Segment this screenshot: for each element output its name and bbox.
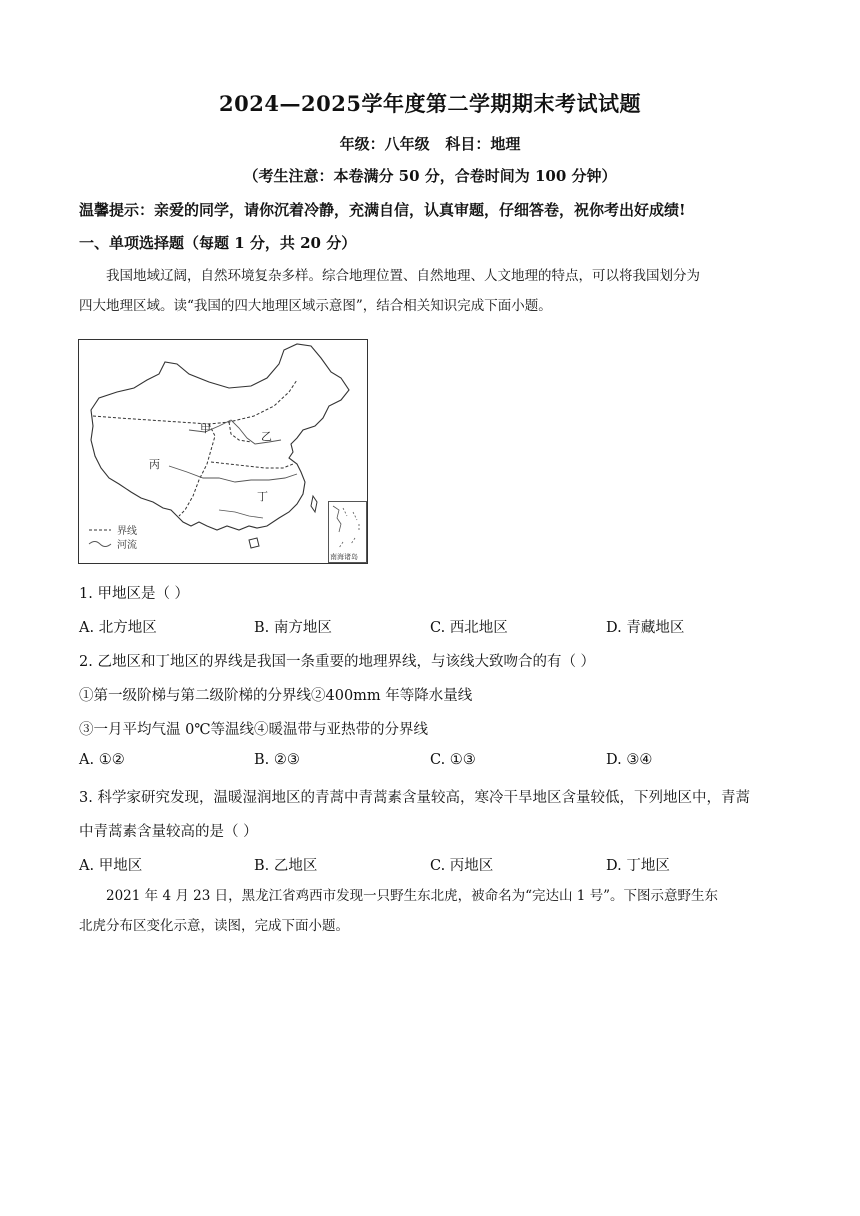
taiwan-island: [311, 496, 317, 512]
exam-notice: （考生注意：本卷满分 50 分，合卷时间为 100 分钟）: [243, 167, 617, 185]
q3-option-c[interactable]: C. 丙地区: [430, 858, 494, 874]
china-outline: [91, 344, 349, 530]
legend-boundary-label: 界线: [117, 526, 137, 537]
section-title: 一、单项选择题（每题 1 分，共 20 分）: [79, 234, 357, 252]
q2-option-a[interactable]: A. ①②: [79, 752, 125, 768]
q1-option-b[interactable]: B. 南方地区: [254, 620, 332, 636]
exam-title: 2024—2025学年度第二学期期末考试试题: [219, 91, 641, 116]
boundary-northwest: [93, 380, 297, 424]
china-regions-map: [78, 339, 368, 564]
question-3-stem-line-2: 中青蒿素含量较高的是（ ）: [79, 824, 258, 840]
q2-option-b[interactable]: B. ②③: [254, 752, 300, 768]
q1-option-c[interactable]: C. 西北地区: [430, 620, 508, 636]
map-drawing: [79, 340, 367, 563]
question-2-stem: 2. 乙地区和丁地区的界线是我国一条重要的地理界线，与该线大致吻合的有（ ）: [79, 654, 596, 670]
intro-line-2: 四大地理区域。读“我国的四大地理区域示意图”，结合相关知识完成下面小题。: [79, 298, 552, 314]
region-label-yi: 乙: [261, 430, 272, 443]
q1-option-a[interactable]: A. 北方地区: [79, 620, 157, 636]
inset-label: 南海诸岛: [330, 553, 358, 561]
q3-option-d[interactable]: D. 丁地区: [606, 858, 670, 874]
warm-tip: 温馨提示：亲爱的同学，请你沉着冷静，充满自信，认真审题，仔细答卷，祝你考出好成绩!: [79, 201, 686, 219]
q3-option-b[interactable]: B. 乙地区: [254, 858, 318, 874]
passage-2-line-1: 2021 年 4 月 23 日，黑龙江省鸡西市发现一只野生东北虎，被命名为“完达山 1 号”。下图示意野生东: [106, 888, 719, 904]
south-china-sea-inset: [328, 501, 367, 563]
q1-option-d[interactable]: D. 青藏地区: [606, 620, 685, 636]
intro-line-1: 我国地域辽阔，自然环境复杂多样。综合地理位置、自然地理、人文地理的特点，可以将我国划分为: [106, 268, 700, 284]
boundary-qinling: [211, 462, 293, 468]
inset-drawing: [329, 502, 366, 562]
q2-option-d[interactable]: D. ③④: [606, 752, 653, 768]
region-label-bing: 丙: [149, 458, 160, 471]
grade-subject: 年级：八年级 科目：地理: [339, 135, 521, 153]
q3-option-a[interactable]: A. 甲地区: [79, 858, 143, 874]
legend-river-symbol: [89, 542, 111, 547]
inset-coast: [333, 506, 341, 532]
hainan-island: [249, 538, 259, 548]
intro-paragraph: [79, 261, 785, 321]
legend-river-label: 河流: [117, 540, 137, 551]
pearl-river: [219, 510, 263, 518]
passage-2-line-2: 北虎分布区变化示意，读图，完成下面小题。: [79, 918, 349, 934]
question-2-line-2: ①第一级阶梯与第二级阶梯的分界线②400mm 年等降水量线: [79, 688, 473, 704]
question-2-line-3: ③一月平均气温 0℃等温线④暖温带与亚热带的分界线: [79, 722, 429, 738]
region-label-ding: 丁: [257, 490, 268, 503]
region-label-jia: 甲: [200, 422, 211, 435]
q2-option-c[interactable]: C. ①③: [430, 752, 476, 768]
question-1-stem: 1. 甲地区是（ ）: [79, 586, 190, 602]
passage-2: [79, 881, 785, 941]
inset-dashes: [339, 508, 359, 548]
question-3-stem: 3. 科学家研究发现，温暖湿润地区的青蒿中青蒿素含量较高，寒冷干旱地区含量较低，下列地区中，青蒿: [79, 790, 750, 806]
boundary-tibet: [179, 424, 215, 516]
